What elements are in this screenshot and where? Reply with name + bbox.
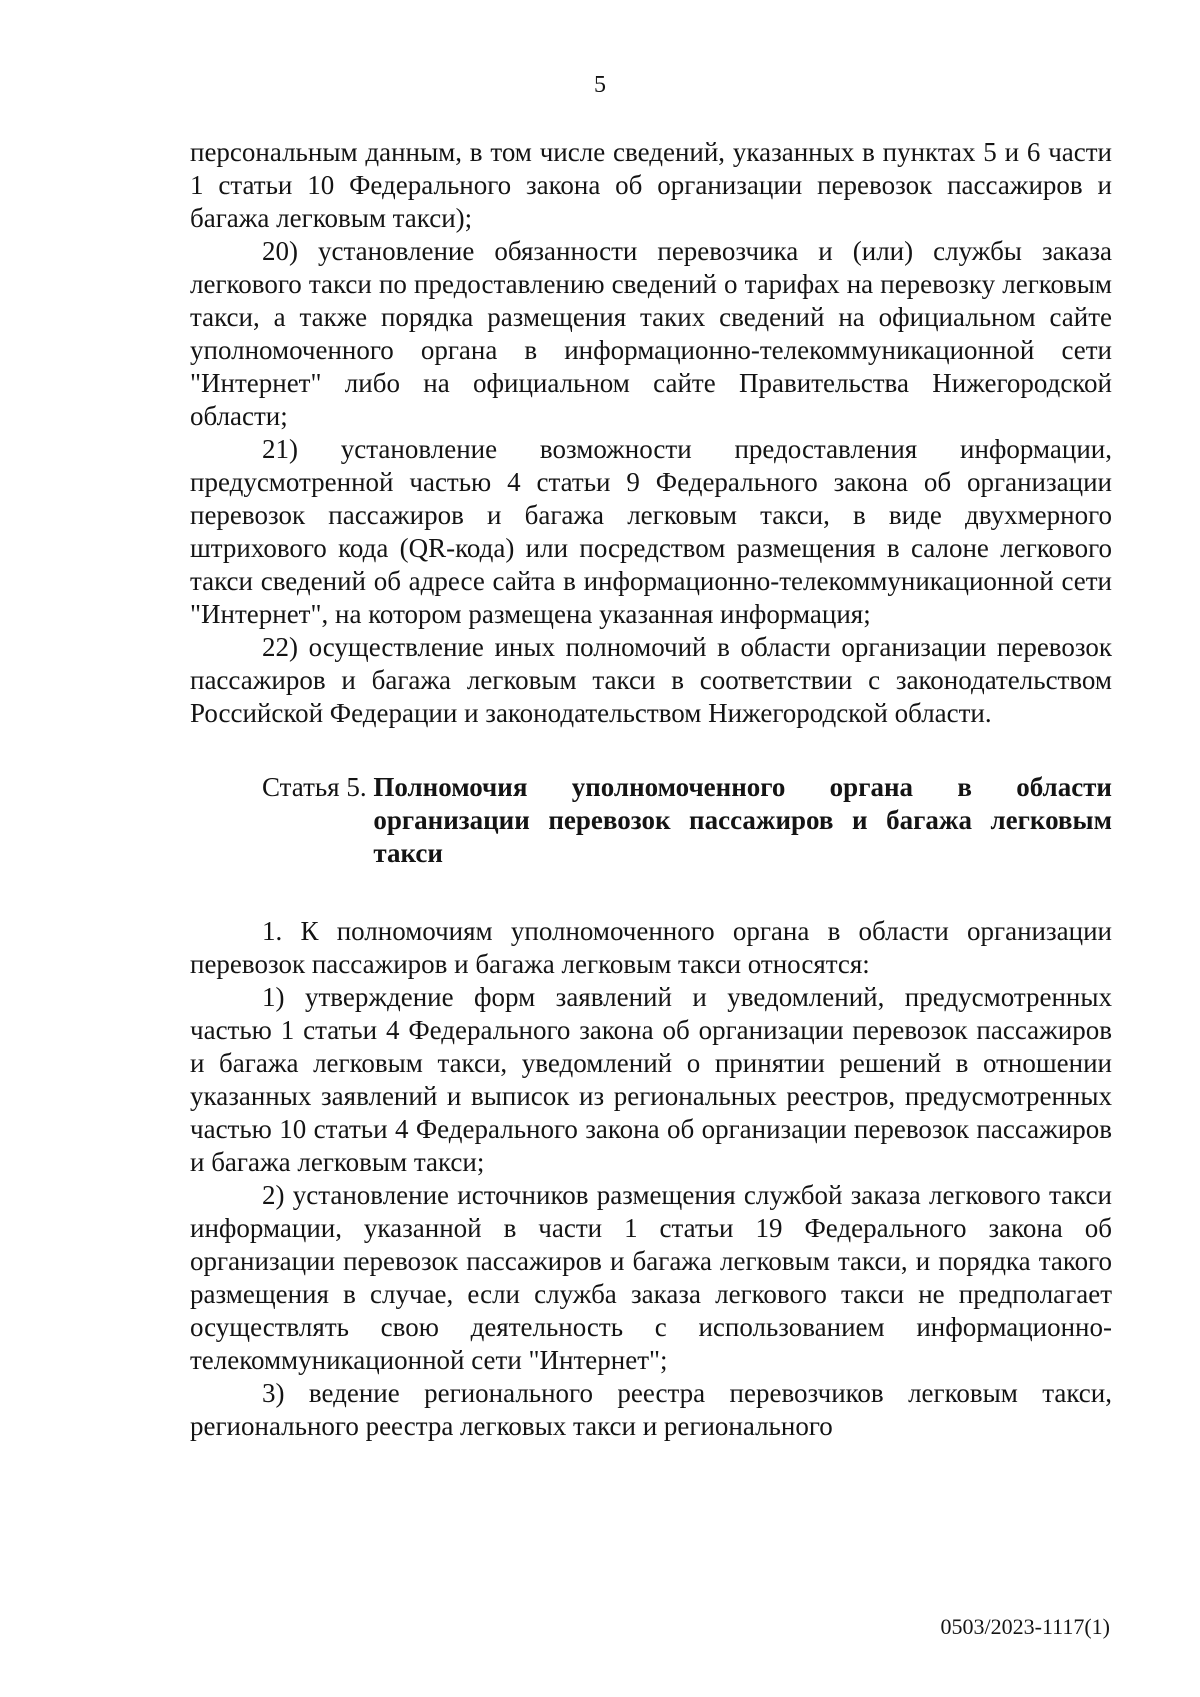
- paragraph-subitem-2: 2) установление источников размещения службой заказа легкового такси информации, указанной в части 1 статьи 19 Федерального закона об организации перевозок пассажиров и багажа легковым такси, и порядка такого размещения в случае, если служба заказа легкового такси не предполагает осуществлять свою деятельность с использованием информационно-телекоммуникационной сети "Интернет";: [190, 1180, 1112, 1375]
- article-title: Полномочия уполномоченного органа в области организации перевозок пассажиров и багажа легковым такси: [373, 772, 1112, 868]
- paragraph-subitem-3: 3) ведение регионального реестра перевозчиков легковым такси, регионального реестра легковых такси и регионального: [190, 1378, 1112, 1441]
- paragraph-subitem-1: 1) утверждение форм заявлений и уведомлений, предусмотренных частью 1 статьи 4 Федерального закона об организации перевозок пассажиров и багажа легковым такси, уведомлений о принятии решений в отношении указанных заявлений и выписок из региональных реестров, предусмотренных частью 10 статьи 4 Федерального закона об организации перевозок пассажиров и багажа легковым такси;: [190, 982, 1112, 1177]
- document-body: [190, 136, 1112, 1443]
- paragraph-continuation: персональным данным, в том числе сведений, указанных в пунктах 5 и 6 части 1 статьи 10 Федерального закона об организации перевозок пассажиров и багажа легковым такси);: [190, 137, 1112, 233]
- page-number: 5: [594, 72, 606, 98]
- article-heading: [262, 771, 1112, 870]
- document-code: 0503/2023-1117(1): [940, 1614, 1110, 1639]
- paragraph-item-20: 20) установление обязанности перевозчика и (или) службы заказа легкового такси по предоставлению сведений о тарифах на перевозку легковым такси, а также порядка размещения таких сведений на официальном сайте уполномоченного органа в информационно-телекоммуникационной сети "Интернет" либо на официальном сайте Правительства Нижегородской области;: [190, 236, 1112, 431]
- article-number: Статья 5.: [262, 772, 374, 802]
- paragraph-part-1: 1. К полномочиям уполномоченного органа в области организации перевозок пассажиров и багажа легковым такси относятся:: [190, 916, 1112, 979]
- paragraph-item-21: 21) установление возможности предоставления информации, предусмотренной частью 4 статьи 9 Федерального закона об организации перевозок пассажиров и багажа легковым такси, в виде двухмерного штрихового кода (QR-кода) или посредством размещения в салоне легкового такси сведений об адресе сайта в информационно-телекоммуникационной сети "Интернет", на котором размещена указанная информация;: [190, 434, 1112, 629]
- paragraph-item-22: 22) осуществление иных полномочий в области организации перевозок пассажиров и багажа легковым такси в соответствии с законодательством Российской Федерации и законодательством Нижегородской области.: [190, 632, 1112, 728]
